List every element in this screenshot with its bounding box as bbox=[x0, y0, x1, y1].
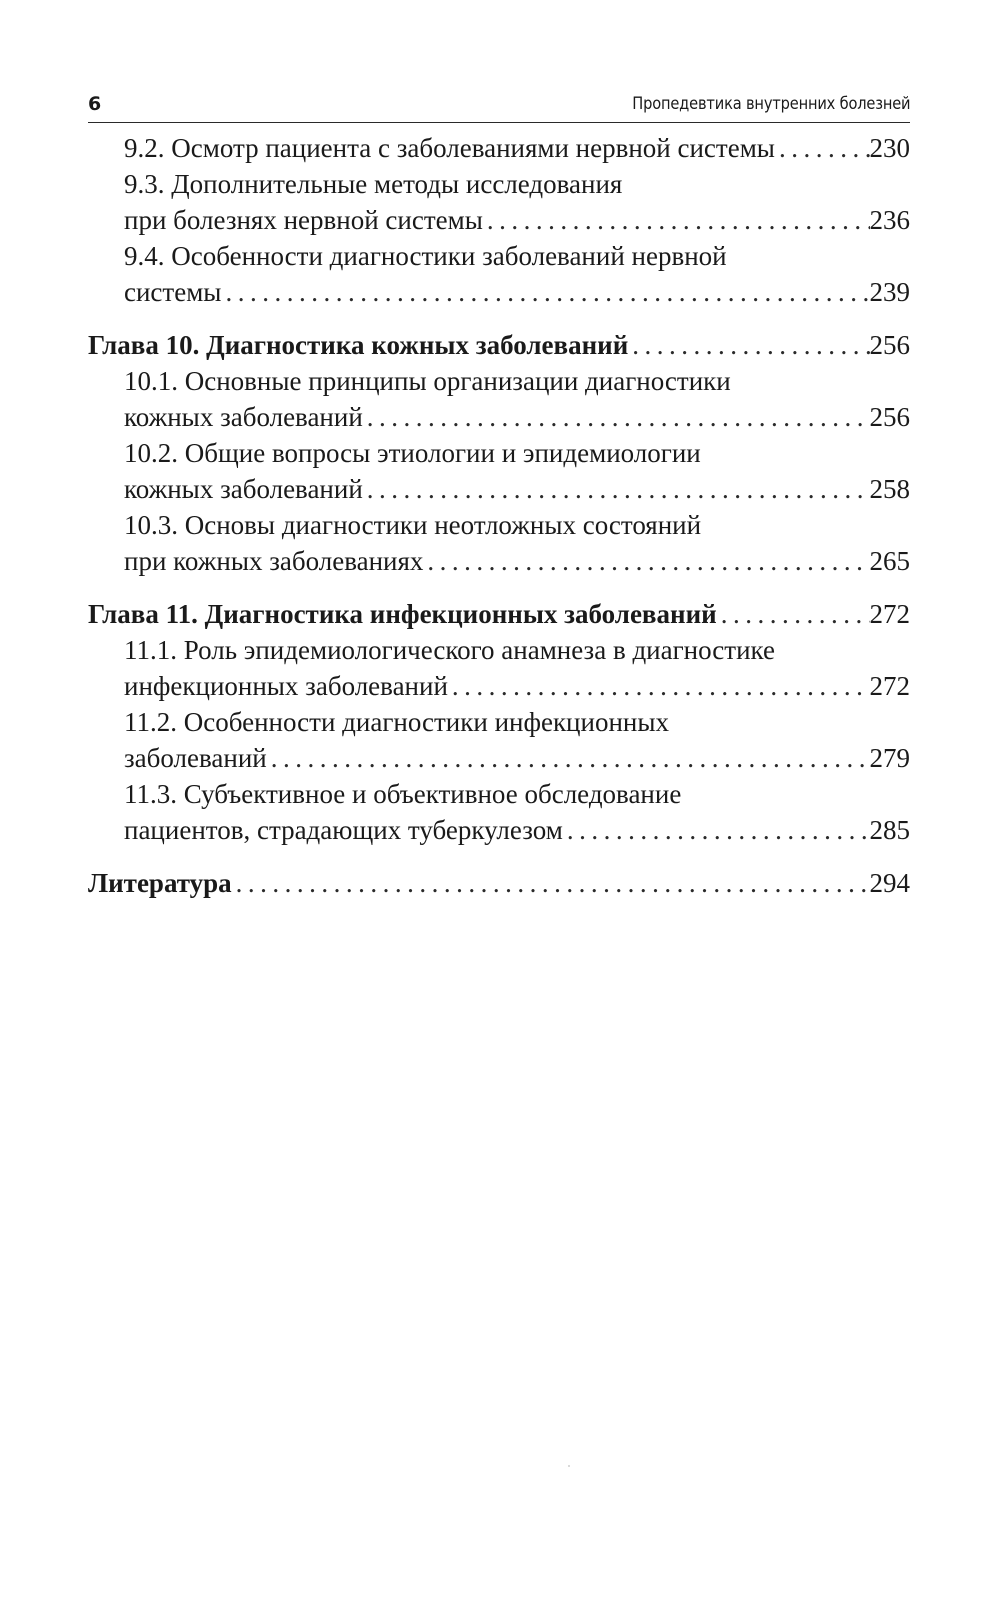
toc-chapter-11 bbox=[88, 596, 910, 632]
dot-leader bbox=[628, 327, 869, 363]
toc-page-number: 285 bbox=[869, 815, 910, 845]
toc-page-number: 279 bbox=[869, 743, 910, 773]
dot-leader bbox=[448, 668, 870, 704]
toc-page-number: 294 bbox=[869, 868, 910, 898]
dot-leader bbox=[232, 865, 870, 901]
toc-page-number: 258 bbox=[869, 474, 910, 504]
toc-entry-title: 10.2. Общие вопросы этиологии и эпидемиологии bbox=[124, 438, 701, 468]
toc-entry-title-continued: кожных заболеваний bbox=[124, 402, 363, 432]
toc-entry-title-continued: пациентов, страдающих туберкулезом bbox=[124, 815, 563, 845]
table-of-contents bbox=[88, 130, 910, 901]
toc-entry-title: 11.3. Субъективное и объективное обследование bbox=[124, 779, 682, 809]
toc-entry-title: 9.3. Дополнительные методы исследования bbox=[124, 169, 623, 199]
dot-leader bbox=[483, 202, 870, 238]
toc-entry-11-2 bbox=[88, 704, 910, 776]
toc-entry-title: 9.2. Осмотр пациента с заболеваниями нервной системы bbox=[124, 133, 775, 163]
dot-leader bbox=[717, 596, 870, 632]
toc-page-number: 236 bbox=[869, 205, 910, 235]
toc-entry-title: 10.3. Основы диагностики неотложных состояний bbox=[124, 510, 702, 540]
toc-page-number: 272 bbox=[869, 599, 910, 629]
toc-entry-title-continued: кожных заболеваний bbox=[124, 474, 363, 504]
toc-entry-10-1 bbox=[88, 363, 910, 435]
toc-entry-9-2 bbox=[88, 130, 910, 166]
running-header bbox=[88, 92, 910, 123]
toc-literature bbox=[88, 865, 910, 901]
scan-speck bbox=[568, 1465, 570, 1467]
dot-leader bbox=[775, 130, 870, 166]
toc-page-number: 265 bbox=[869, 546, 910, 576]
dot-leader bbox=[363, 471, 870, 507]
toc-chapter-title: Глава 11. Диагностика инфекционных заболеваний bbox=[88, 599, 717, 629]
dot-leader bbox=[221, 274, 869, 310]
dot-leader bbox=[267, 740, 870, 776]
toc-entry-11-1 bbox=[88, 632, 910, 704]
toc-chapter-10 bbox=[88, 327, 910, 363]
page-number: 6 bbox=[88, 93, 102, 115]
toc-entry-10-2 bbox=[88, 435, 910, 507]
toc-entry-title-continued: инфекционных заболеваний bbox=[124, 671, 448, 701]
section-gap bbox=[88, 579, 910, 596]
toc-entry-title-continued: системы bbox=[124, 277, 222, 307]
toc-entry-10-3 bbox=[88, 507, 910, 579]
toc-page-number: 256 bbox=[869, 330, 910, 360]
toc-page-number: 272 bbox=[869, 671, 910, 701]
toc-entry-title: 10.1. Основные принципы организации диагностики bbox=[124, 366, 731, 396]
toc-entry-title-continued: при болезнях нервной системы bbox=[124, 205, 483, 235]
toc-page-number: 256 bbox=[869, 402, 910, 432]
toc-entry-title: 11.1. Роль эпидемиологического анамнеза в диагностике bbox=[124, 635, 775, 665]
toc-chapter-title: Литература bbox=[88, 868, 232, 898]
toc-entry-title: 9.4. Особенности диагностики заболеваний нервной bbox=[124, 241, 727, 271]
toc-page-number: 230 bbox=[869, 133, 910, 163]
dot-leader bbox=[423, 543, 869, 579]
dot-leader bbox=[363, 399, 870, 435]
toc-chapter-title: Глава 10. Диагностика кожных заболеваний bbox=[88, 330, 629, 360]
toc-entry-9-4 bbox=[88, 238, 910, 310]
dot-leader bbox=[563, 812, 870, 848]
toc-entry-title-continued: при кожных заболеваниях bbox=[124, 546, 424, 576]
toc-entry-title-continued: заболеваний bbox=[124, 743, 267, 773]
book-title: Пропедевтика внутренних болезней bbox=[631, 94, 910, 114]
toc-entry-9-3 bbox=[88, 166, 910, 238]
section-gap bbox=[88, 310, 910, 327]
toc-entry-title: 11.2. Особенности диагностики инфекционных bbox=[124, 707, 669, 737]
toc-entry-11-3 bbox=[88, 776, 910, 848]
toc-page-number: 239 bbox=[869, 277, 910, 307]
section-gap bbox=[88, 848, 910, 865]
